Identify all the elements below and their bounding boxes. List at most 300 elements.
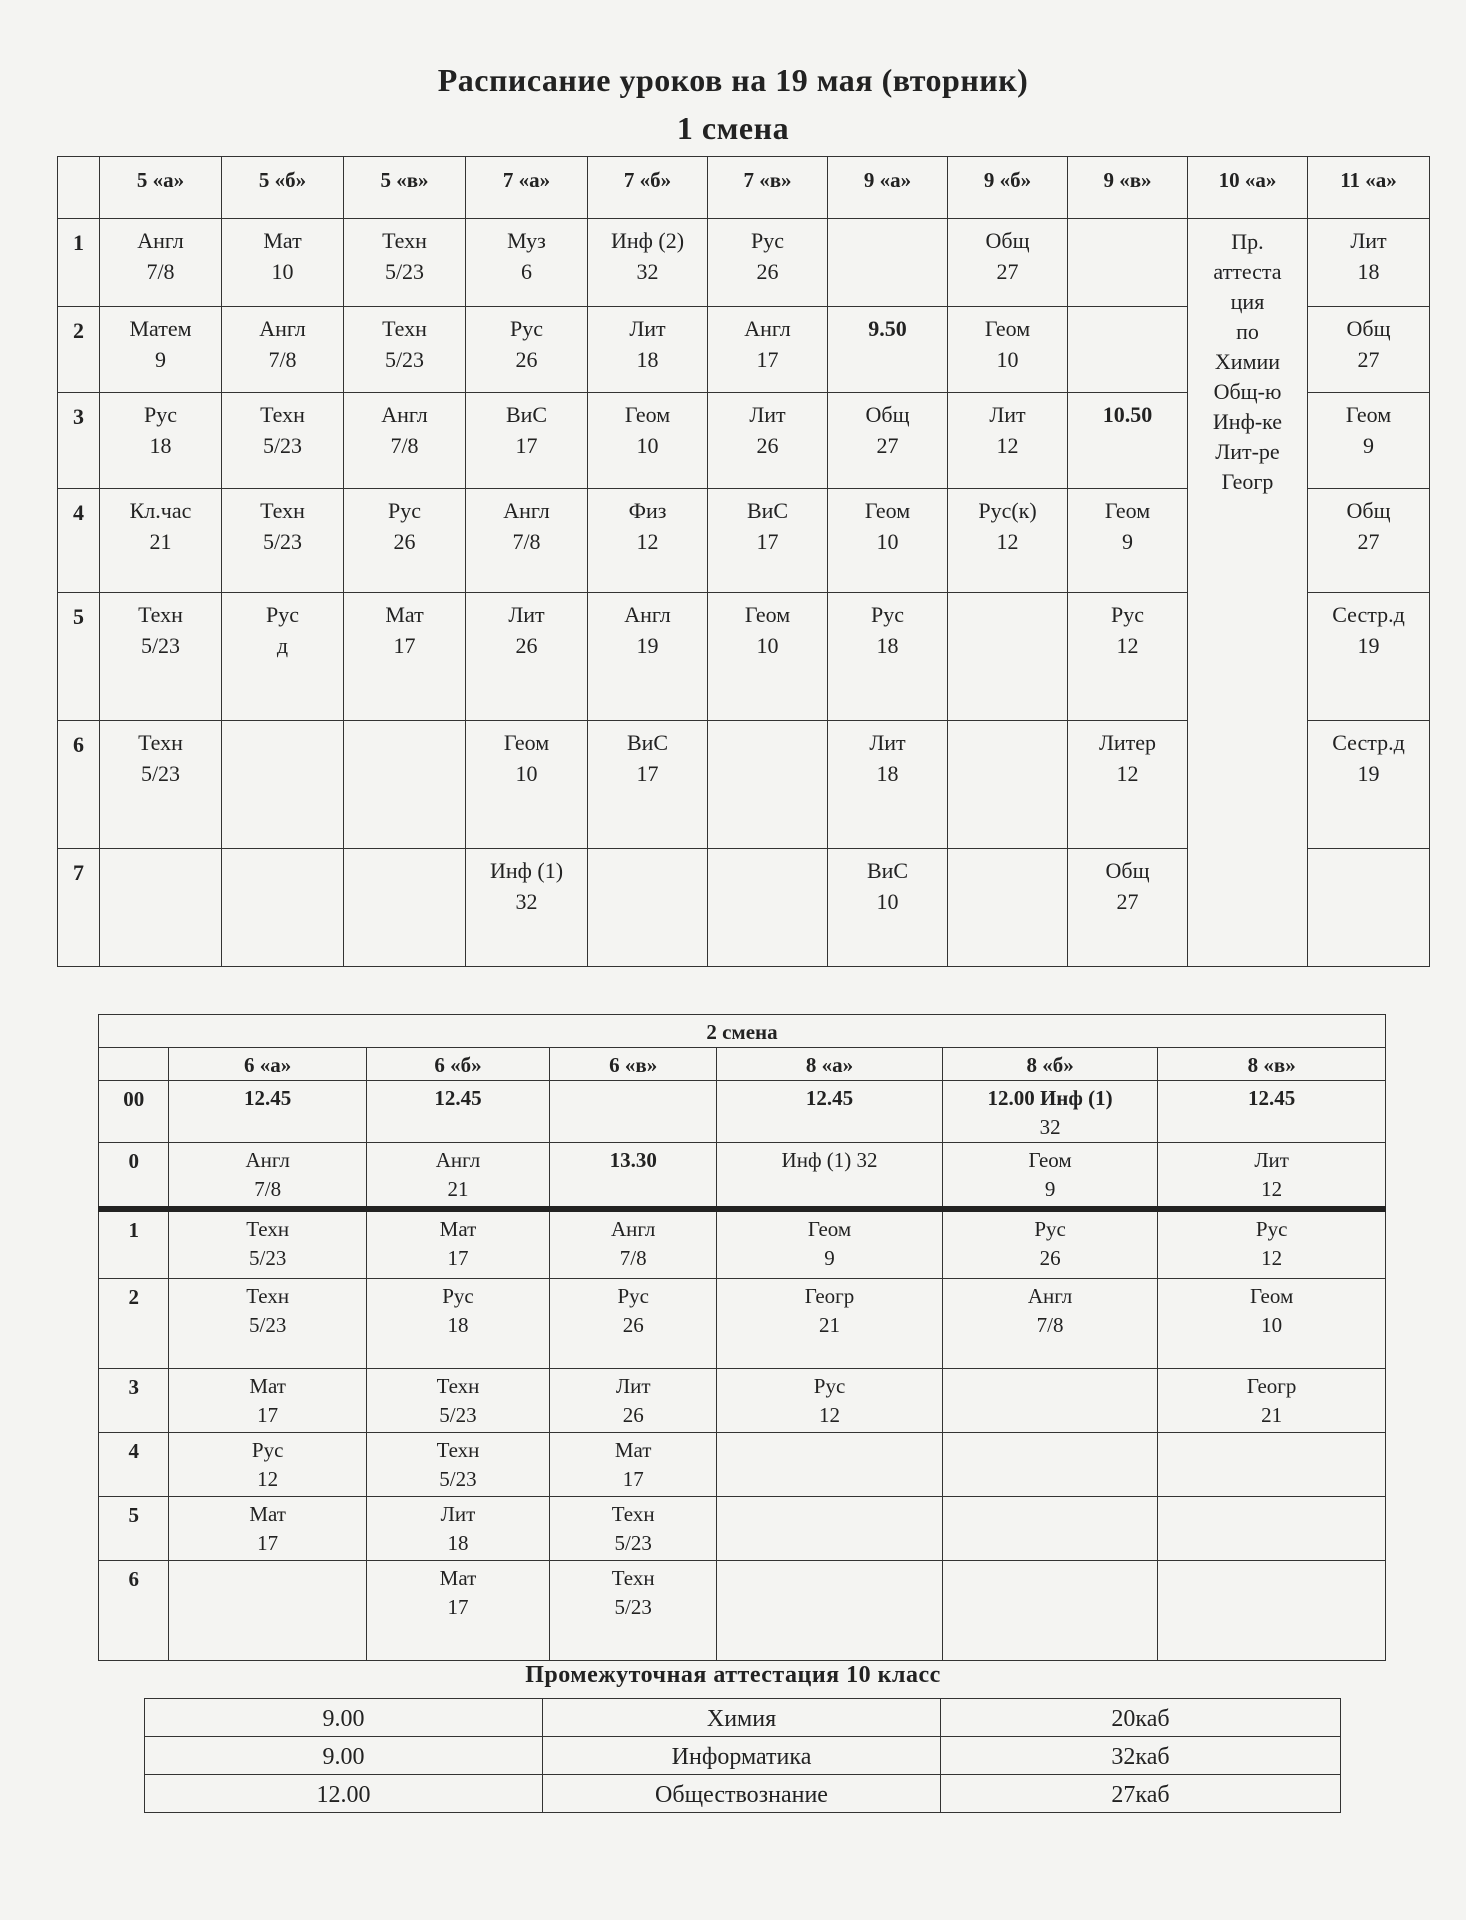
exam-room: 20каб: [941, 1699, 1341, 1737]
grade10-line: Инф-ке: [1212, 409, 1283, 434]
subject: Техн: [246, 1216, 290, 1241]
room: 17: [257, 1531, 279, 1555]
subject: Техн: [382, 316, 427, 341]
subject: Рус: [388, 498, 421, 523]
room: 12: [257, 1467, 279, 1491]
lesson-cell: [222, 307, 344, 393]
class-header: 6 «а»: [169, 1048, 366, 1081]
subject: Геом: [503, 730, 550, 755]
room: 7/8: [254, 1177, 282, 1201]
room: 10: [756, 633, 779, 658]
attestation-table: [144, 1698, 1341, 1813]
lesson-cell: [828, 219, 948, 307]
class-header: 7 «б»: [588, 157, 708, 219]
lesson-cell: [708, 489, 828, 593]
room: 32: [515, 889, 538, 914]
lesson-cell: [717, 1369, 943, 1433]
lesson-cell: [588, 849, 708, 967]
page-title: Расписание уроков на 19 мая (вторник): [437, 62, 1029, 98]
room: 17: [393, 633, 416, 658]
lesson-cell: [466, 489, 588, 593]
subject: Инф (2): [610, 228, 685, 253]
lesson-number: 3: [99, 1369, 169, 1433]
lesson-cell: [550, 1497, 717, 1561]
subject: Лит: [440, 1502, 476, 1526]
lesson-cell: [942, 1433, 1157, 1497]
room: 26: [515, 347, 538, 372]
subject: Рус: [1111, 602, 1144, 627]
class-header: 11 «а»: [1308, 157, 1430, 219]
exam-time: 9.00: [145, 1737, 543, 1775]
lesson-cell: [1068, 307, 1188, 393]
lesson-cell: [366, 1143, 549, 1209]
lesson-cell: [942, 1209, 1157, 1279]
lesson-cell: [1068, 489, 1188, 593]
lesson-number: 2: [58, 307, 100, 393]
lesson-cell: [588, 593, 708, 721]
subject: Рус: [442, 1284, 474, 1308]
room: 26: [515, 633, 538, 658]
lesson-number: 4: [58, 489, 100, 593]
lesson-cell: [1308, 307, 1430, 393]
room: 5/23: [439, 1403, 477, 1427]
lesson-cell: [828, 393, 948, 489]
lesson-cell: [1068, 721, 1188, 849]
lesson-cell: [550, 1369, 717, 1433]
lesson-cell: [717, 1279, 943, 1369]
room: 26: [756, 433, 779, 458]
lesson-number: 7: [58, 849, 100, 967]
lesson-cell: [344, 849, 466, 967]
room: 7/8: [1036, 1313, 1064, 1337]
subject: ВиС: [505, 402, 548, 427]
lesson-cell: [100, 721, 222, 849]
class-header: 7 «в»: [708, 157, 828, 219]
room: 6: [521, 259, 532, 284]
lesson-cell: [169, 1081, 366, 1143]
room: 17: [756, 529, 779, 554]
room: 12: [636, 529, 659, 554]
subject: ВиС: [626, 730, 669, 755]
room: 12: [1116, 633, 1139, 658]
room: 5/23: [384, 259, 425, 284]
lesson-cell: [1068, 849, 1188, 967]
room: 26: [1039, 1245, 1061, 1270]
subject: Техн: [436, 1438, 480, 1462]
subject: 13.30: [609, 1148, 657, 1172]
subject: Техн: [611, 1566, 655, 1590]
room: 5/23: [248, 1245, 287, 1270]
lesson-cell: [708, 849, 828, 967]
subject: Общ: [985, 228, 1030, 253]
room: 17: [447, 1245, 469, 1270]
lesson-cell: [466, 593, 588, 721]
room: 27: [996, 259, 1019, 284]
lesson-cell: [366, 1433, 549, 1497]
subject: Геом: [807, 1216, 852, 1241]
lesson-cell: [708, 393, 828, 489]
room: 9: [1363, 433, 1374, 458]
lesson-cell: [550, 1433, 717, 1497]
subject: Мат: [614, 1438, 652, 1462]
lesson-cell: [948, 721, 1068, 849]
grade10-line: Общ-ю: [1213, 379, 1282, 404]
subject: Геом: [1104, 498, 1151, 523]
lesson-cell: [717, 1433, 943, 1497]
subject: Техн: [611, 1502, 655, 1526]
subject: Лит: [629, 316, 666, 341]
lesson-cell: [466, 219, 588, 307]
subject: Англ: [259, 316, 306, 341]
lesson-number: 5: [99, 1497, 169, 1561]
subject: Рус: [510, 316, 543, 341]
room: 27: [1357, 347, 1380, 372]
lesson-cell: [1158, 1081, 1386, 1143]
lesson-cell: [942, 1081, 1157, 1143]
room: 10: [996, 347, 1019, 372]
exam-time: 12.00: [145, 1775, 543, 1813]
room: 17: [756, 347, 779, 372]
lesson-cell: [1158, 1143, 1386, 1209]
subject: Лит: [615, 1374, 651, 1398]
room: 9: [824, 1245, 835, 1270]
grade10-line: по: [1236, 319, 1259, 344]
subject: Матем: [129, 316, 192, 341]
lesson-cell: [222, 219, 344, 307]
room: 10: [876, 529, 899, 554]
room: 18: [876, 633, 899, 658]
lesson-cell: [1158, 1433, 1386, 1497]
lesson-cell: [366, 1561, 549, 1661]
lesson-cell: [100, 593, 222, 721]
attestation-title: Промежуточная аттестация 10 класс: [525, 1662, 941, 1688]
attestation-row: [145, 1775, 1341, 1813]
room: 12: [996, 529, 1019, 554]
subject: Техн: [138, 602, 183, 627]
room: 27: [1116, 889, 1139, 914]
room: 10: [271, 259, 294, 284]
lesson-number: 1: [58, 219, 100, 307]
room: 27: [876, 433, 899, 458]
lesson-cell: [942, 1561, 1157, 1661]
lesson-cell: [588, 219, 708, 307]
lesson-row: [99, 1143, 1386, 1209]
room: 5/23: [384, 347, 425, 372]
subject: Геогр: [804, 1284, 855, 1308]
lesson-cell: [717, 1143, 943, 1209]
lesson-cell: [828, 307, 948, 393]
subject: Геом: [1345, 402, 1392, 427]
lesson-cell: [1068, 219, 1188, 307]
subject: Рус: [813, 1374, 846, 1398]
room: 5/23: [614, 1531, 652, 1555]
room: 5/23: [140, 633, 181, 658]
subject: Англ: [245, 1148, 290, 1172]
class-header: 5 «а»: [100, 157, 222, 219]
room: 12: [1261, 1177, 1283, 1201]
subject: Рус: [871, 602, 904, 627]
lesson-number: 3: [58, 393, 100, 489]
lesson-number: 5: [58, 593, 100, 721]
lesson-number: 0: [99, 1143, 169, 1209]
subject: Геом: [1250, 1284, 1294, 1308]
lesson-cell: [1308, 219, 1430, 307]
room: 17: [622, 1467, 644, 1491]
lesson-cell: [828, 593, 948, 721]
lesson-cell: [466, 393, 588, 489]
lesson-cell: [948, 393, 1068, 489]
grade10-line: Лит-ре: [1215, 439, 1280, 464]
subject: Рус: [751, 228, 784, 253]
lesson-cell: [717, 1209, 943, 1279]
lesson-cell: [169, 1369, 366, 1433]
class-header: 9 «а»: [828, 157, 948, 219]
room: 9: [1044, 1177, 1056, 1201]
subject: Рус: [1255, 1216, 1288, 1241]
lesson-cell: [942, 1143, 1157, 1209]
subject: Рус: [251, 1438, 284, 1462]
room: 7/8: [390, 433, 419, 458]
grade10-attestation-cell: [1188, 219, 1308, 967]
subject: ВиС: [866, 858, 909, 883]
room: 18: [876, 761, 899, 786]
room: 7/8: [619, 1245, 647, 1270]
room: 21: [1261, 1403, 1283, 1427]
room: 5/23: [140, 761, 181, 786]
room: 32: [1039, 1115, 1061, 1139]
subject: Англ: [744, 316, 791, 341]
room: 10: [876, 889, 899, 914]
room: 9: [155, 347, 166, 372]
lesson-cell: [366, 1497, 549, 1561]
room: 7/8: [268, 347, 297, 372]
subject: Рус(к): [978, 498, 1037, 523]
class-header: 6 «в»: [550, 1048, 717, 1081]
lesson-number: 6: [99, 1561, 169, 1661]
room: 18: [1357, 259, 1380, 284]
lesson-cell: [550, 1279, 717, 1369]
grade10-line: Пр.: [1231, 229, 1264, 254]
lesson-cell: [550, 1561, 717, 1661]
subject: Муз: [507, 228, 546, 253]
subject: Общ: [865, 402, 910, 427]
lesson-number: 2: [99, 1279, 169, 1369]
exam-time: 9.00: [145, 1699, 543, 1737]
lesson-cell: [1158, 1369, 1386, 1433]
subject: Мат: [439, 1216, 477, 1241]
class-header: 8 «в»: [1158, 1048, 1386, 1081]
exam-subject: Обществознание: [543, 1775, 941, 1813]
room: 19: [1357, 761, 1380, 786]
lesson-cell: [550, 1209, 717, 1279]
lesson-cell: [366, 1279, 549, 1369]
subject: 12.45: [434, 1086, 482, 1110]
room: 5/23: [439, 1467, 477, 1491]
subject: Техн: [246, 1284, 290, 1308]
lesson-row: [99, 1497, 1386, 1561]
room: 21: [447, 1177, 469, 1201]
lesson-row: [99, 1209, 1386, 1279]
class-header: 8 «а»: [717, 1048, 943, 1081]
lesson-cell: [222, 489, 344, 593]
subject: Геогр: [1246, 1374, 1297, 1398]
exam-room: 27каб: [941, 1775, 1341, 1813]
room: 17: [636, 761, 659, 786]
lesson-cell: [1158, 1497, 1386, 1561]
room: 26: [393, 529, 416, 554]
shift1-caption: 1 смена: [676, 110, 790, 146]
subject: Лит: [989, 402, 1026, 427]
grade10-line: Химии: [1214, 349, 1281, 374]
lesson-cell: [466, 721, 588, 849]
room: 12: [996, 433, 1019, 458]
lesson-cell: [948, 307, 1068, 393]
subject: Лит: [749, 402, 786, 427]
shift2-schedule-table: [98, 1014, 1386, 1661]
exam-room: 32каб: [941, 1737, 1341, 1775]
lesson-cell: [828, 849, 948, 967]
subject: Мат: [385, 602, 424, 627]
lesson-cell: [708, 307, 828, 393]
lesson-cell: [100, 307, 222, 393]
subject: Техн: [138, 730, 183, 755]
subject: Рус: [144, 402, 177, 427]
lesson-cell: [169, 1143, 366, 1209]
subject: Рус: [266, 602, 299, 627]
lesson-cell: [344, 593, 466, 721]
lesson-number: 00: [99, 1081, 169, 1143]
room: 10: [1261, 1313, 1283, 1337]
subject: 12.00 Инф (1): [987, 1086, 1113, 1110]
class-header: 5 «б»: [222, 157, 344, 219]
lesson-cell: [1158, 1209, 1386, 1279]
lesson-row: [99, 1081, 1386, 1143]
lesson-cell: [588, 307, 708, 393]
room: 5/23: [614, 1595, 652, 1619]
class-header: 5 «в»: [344, 157, 466, 219]
room: 12: [819, 1403, 841, 1427]
lesson-cell: [344, 721, 466, 849]
lesson-cell: [942, 1497, 1157, 1561]
lesson-cell: [222, 593, 344, 721]
lesson-cell: [1308, 393, 1430, 489]
lesson-cell: [948, 593, 1068, 721]
subject: Общ: [1346, 498, 1391, 523]
class-header: 10 «а»: [1188, 157, 1308, 219]
lesson-cell: [366, 1081, 549, 1143]
lesson-cell: [948, 219, 1068, 307]
class-header: 8 «б»: [942, 1048, 1157, 1081]
room: 32: [636, 259, 659, 284]
room: 10: [515, 761, 538, 786]
lesson-cell: [100, 489, 222, 593]
lesson-number: 6: [58, 721, 100, 849]
lesson-cell: [828, 489, 948, 593]
lesson-cell: [717, 1561, 943, 1661]
lesson-number: 1: [99, 1209, 169, 1279]
subject: Техн: [260, 498, 305, 523]
subject: Геом: [744, 602, 791, 627]
room: 18: [149, 433, 172, 458]
shift2-caption: 2 смена: [99, 1015, 1386, 1048]
lesson-number: 4: [99, 1433, 169, 1497]
lesson-cell: [588, 489, 708, 593]
lesson-cell: [708, 593, 828, 721]
subject: Геом: [984, 316, 1031, 341]
subject: Геом: [864, 498, 911, 523]
lesson-cell: [169, 1279, 366, 1369]
lesson-cell: [717, 1081, 943, 1143]
lesson-cell: [1068, 393, 1188, 489]
subject: Лит: [1254, 1148, 1289, 1172]
lesson-cell: [222, 393, 344, 489]
lesson-row: [99, 1279, 1386, 1369]
room: 19: [1357, 633, 1380, 658]
lesson-cell: [100, 393, 222, 489]
room: 17: [515, 433, 538, 458]
subject: Кл.час: [129, 498, 192, 523]
room: 21: [149, 529, 172, 554]
attestation-row: [145, 1737, 1341, 1775]
lesson-cell: [222, 721, 344, 849]
attestation-row: [145, 1699, 1341, 1737]
lesson-cell: [1068, 593, 1188, 721]
lesson-cell: [550, 1143, 717, 1209]
room: 9: [1122, 529, 1133, 554]
lesson-row: [99, 1433, 1386, 1497]
room: 26: [622, 1313, 644, 1337]
lesson-cell: [942, 1369, 1157, 1433]
subject: 10.50: [1102, 402, 1153, 427]
lesson-cell: [466, 849, 588, 967]
class-header: 7 «а»: [466, 157, 588, 219]
class-header: 9 «б»: [948, 157, 1068, 219]
subject: Мат: [249, 1374, 286, 1398]
room: 12: [1261, 1245, 1283, 1270]
lesson-cell: [1158, 1279, 1386, 1369]
room: 18: [447, 1531, 469, 1555]
room: 26: [622, 1403, 644, 1427]
subject: Инф (1): [489, 858, 564, 883]
room: 5/23: [262, 529, 303, 554]
grade10-line: аттеста: [1213, 259, 1282, 284]
subject: Техн: [260, 402, 305, 427]
subject: Литер: [1098, 730, 1157, 755]
lesson-cell: [344, 393, 466, 489]
subject: 12.45: [1248, 1086, 1296, 1110]
subject: Англ: [1027, 1284, 1073, 1308]
lesson-cell: [1308, 721, 1430, 849]
lesson-cell: [588, 393, 708, 489]
grade10-line: Геогр: [1221, 469, 1274, 494]
subject: Техн: [382, 228, 427, 253]
subject: Сестр.д: [1332, 730, 1405, 755]
lesson-cell: [100, 849, 222, 967]
grade10-line: ция: [1230, 289, 1265, 314]
lesson-cell: [948, 489, 1068, 593]
subject: Англ: [137, 228, 184, 253]
lesson-row: [99, 1369, 1386, 1433]
lesson-cell: [100, 219, 222, 307]
lesson-cell: [1308, 489, 1430, 593]
lesson-cell: [1308, 593, 1430, 721]
room: 21: [819, 1313, 841, 1337]
lesson-cell: [169, 1561, 366, 1661]
room: 17: [257, 1403, 279, 1427]
room: 12: [1116, 761, 1139, 786]
lesson-cell: [344, 489, 466, 593]
lesson-cell: [550, 1081, 717, 1143]
